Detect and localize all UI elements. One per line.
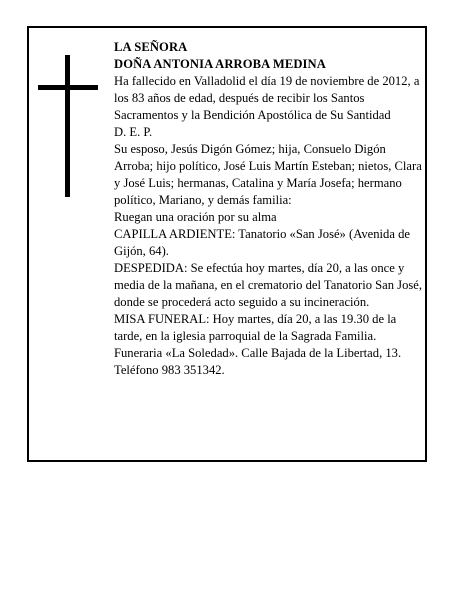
deceased-name: DOÑA ANTONIA ARROBA MEDINA: [114, 57, 326, 71]
farewell-details: DESPEDIDA: Se efectúa hoy martes, día 20, a las once y media de la mañana, en el crematorio del Tanatorio San José, donde se procederá acto seguido a su incineración.: [114, 261, 423, 309]
rest-in-peace: D. E. P.: [114, 125, 153, 139]
family-list: Su esposo, Jesús Digón Gómez; hija, Consuelo Digón Arroba; hijo político, José Luis Martín Esteban; nietos, Clara y José Luis; hermanas, Catalina y María Josefa; hermano político, Mariano, y demás familia:: [114, 142, 422, 207]
funeral-home-contact: Funeraria «La Soledad». Calle Bajada de la Libertad, 13. Teléfono 983 351342.: [114, 346, 402, 377]
latin-cross-icon: [38, 55, 98, 197]
notice-title-line1: LA SEÑORA: [114, 40, 188, 54]
prayer-request: Ruegan una oración por su alma: [114, 210, 277, 224]
funeral-mass: MISA FUNERAL: Hoy martes, día 20, a las 19.30 de la tarde, en la iglesia parroquial de la Sagrada Familia.: [114, 312, 397, 343]
death-announcement: Ha fallecido en Valladolid el día 19 de noviembre de 2012, a los 83 años de edad, después de recibir los Santos Sacramentos y la Bendición Apostólica de Su Santidad: [114, 74, 420, 122]
obituary-text: [114, 39, 426, 379]
wake-location: CAPILLA ARDIENTE: Tanatorio «San José» (Avenida de Gijón, 64).: [114, 227, 410, 258]
cross-horizontal-bar: [38, 85, 98, 90]
cross-vertical-bar: [65, 55, 70, 197]
